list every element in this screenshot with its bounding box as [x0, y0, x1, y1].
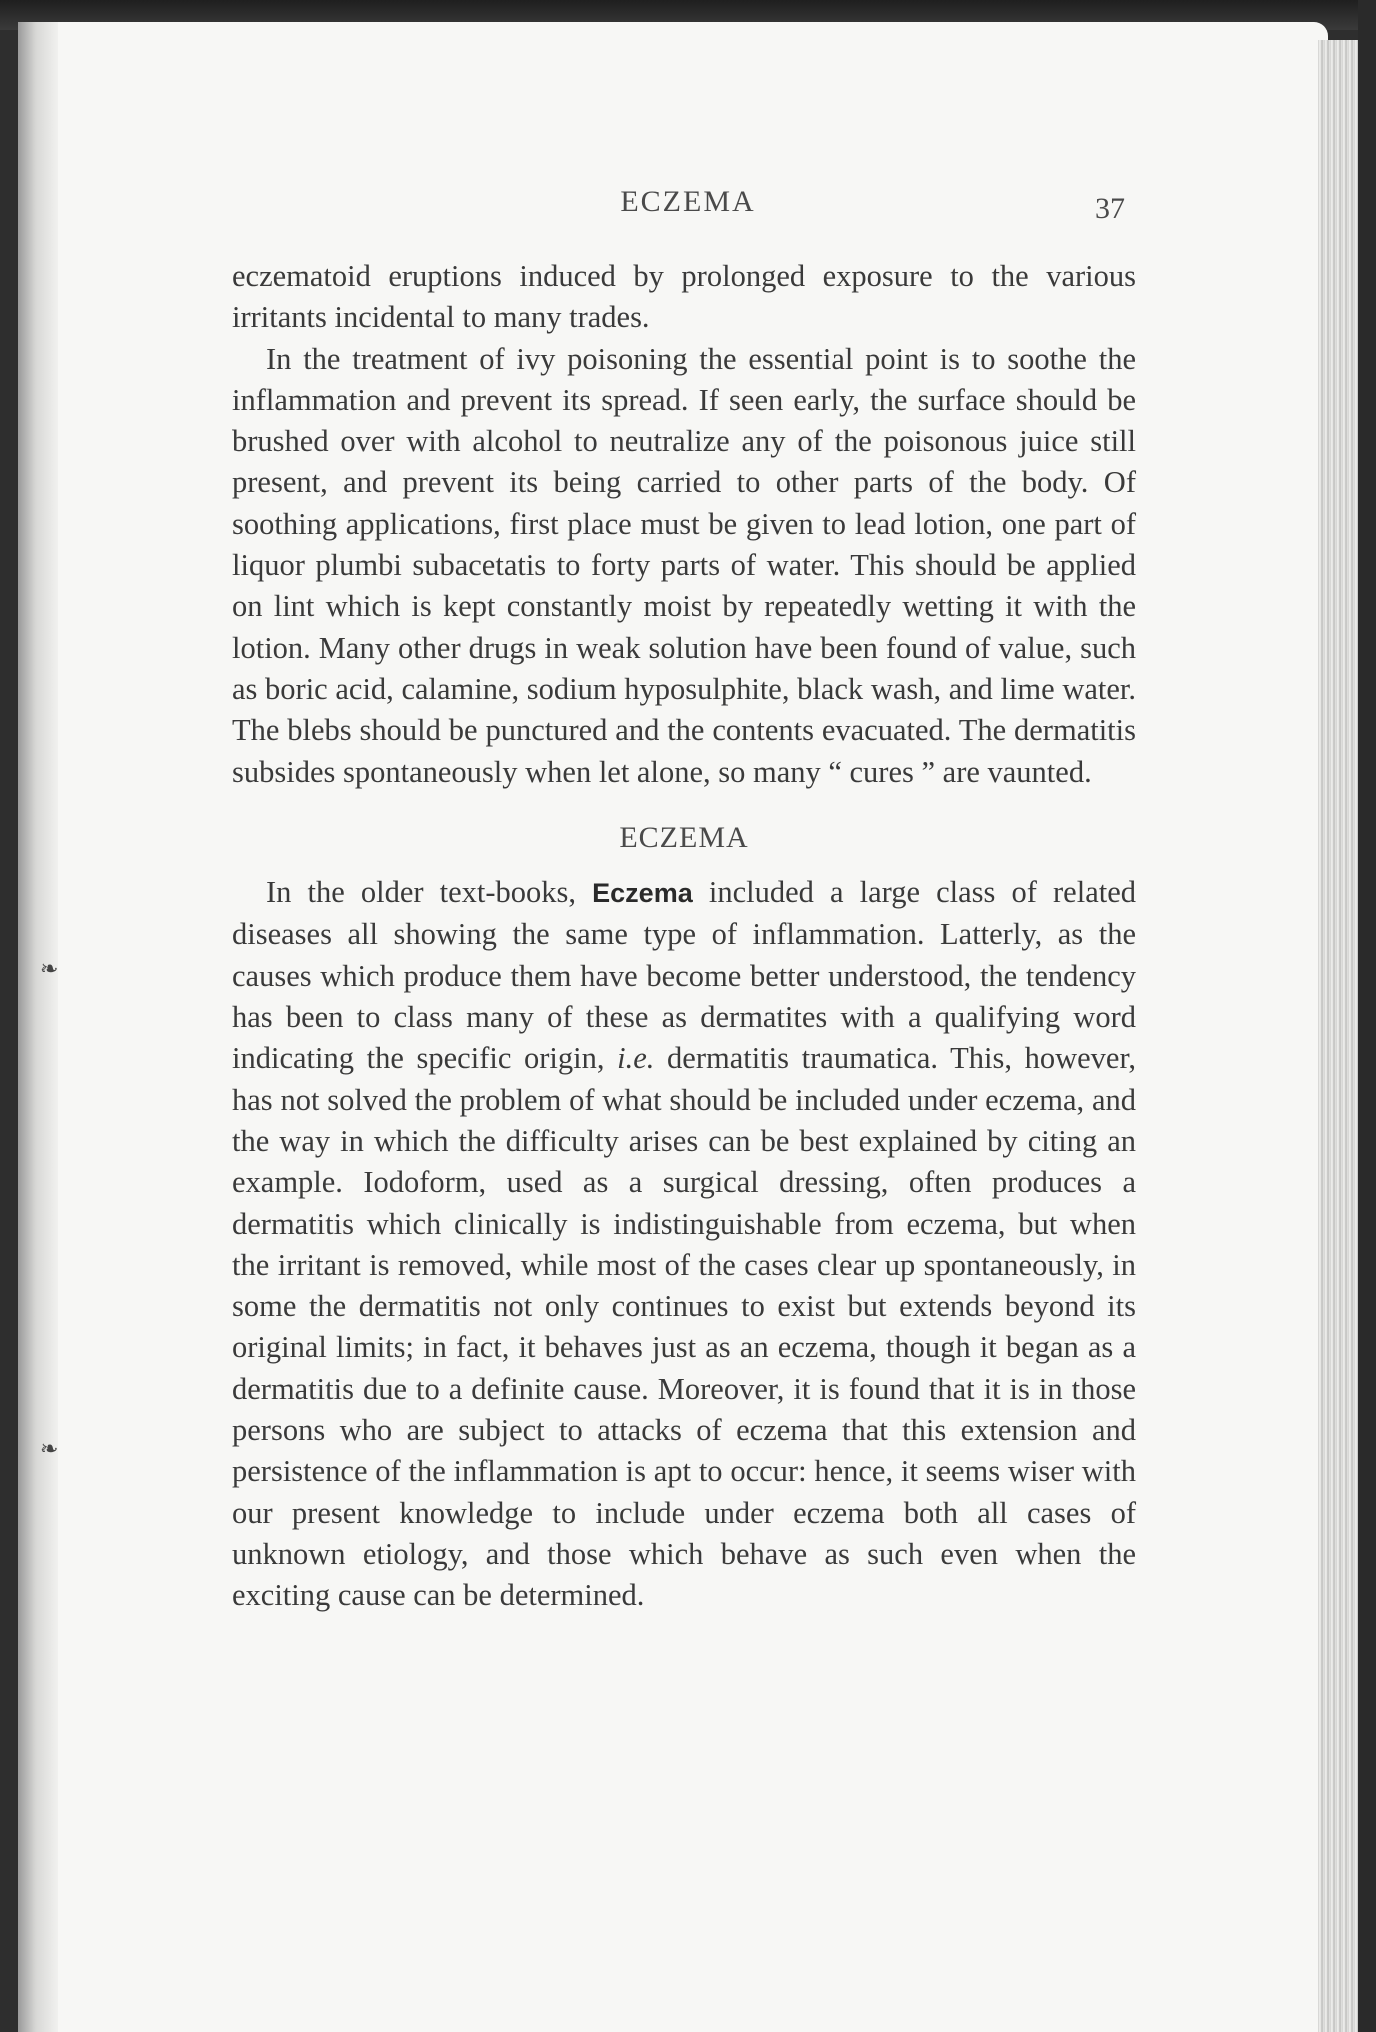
term-eczema: Eczema [592, 878, 693, 909]
paragraph-eczema-definition [232, 872, 1136, 1616]
running-head: ECZEMA [620, 185, 756, 218]
margin-ink-mark: ❧ [40, 1436, 59, 1461]
page-number: 37 [1095, 192, 1125, 225]
abbreviation-ie: i.e. [617, 1041, 655, 1076]
paragraph-ivy-treatment: In the treatment of ivy poisoning the essential point is to soothe the inflammation and prevent its spread. If seen early, the surface should be brushed over with alcohol to neutralize any of the poisonous juice still present, and prevent its being carried to other parts of the body. Of soothing applications, first place must be given to lead lotion, one part of liquor plumbi subacetatis to forty parts of water. This should be applied on lint which is kept constantly moist by repeatedly wetting it with the lotion. Many other drugs in weak solution have been found of value, such as boric acid, calamine, sodium hyposulphite, black wash, and lime water. The blebs should be punctured and the contents evacuated. The dermatitis subsides spontaneously when let alone, so many “ cures ” are vaunted. [232, 341, 1136, 789]
page-stack-edges [1318, 40, 1358, 2032]
paragraph-lead-text: In the older text-books, [266, 875, 593, 910]
scan-background-right [1358, 0, 1376, 2032]
paragraph-middle-text: included a large class of related diseases all showing the same type of inflammation. Latterly, as the causes which produce them have become better understood, the tendency has been to class many of these as dermatites with a qualifying word indicating the specific origin, [232, 875, 1136, 1076]
paragraph-remaining-text: dermatitis traumatica. This, however, has not solved the problem of what should be included under eczema, and the way in which the difficulty arises can be best explained by citing an example. Iodoform, used as a surgical dressing, often produces a dermatitis which clinically is indistinguishable from eczema, but when the irritant is removed, while most of the cases clear up spontaneously, in some the dermatitis not only continues to exist but extends beyond its original limits; in fact, it behaves just as an eczema, though it began as a dermatitis due to a definite cause. Moreover, it is found that it is in those persons who are subject to attacks of eczema that this extension and persistence of the inflammation is apt to occur: hence, it seems wiser with our present knowledge to include under eczema both all cases of unknown etiology, and those which behave as such even when the exciting cause can be determined. [232, 1041, 1136, 1613]
margin-ink-mark: ❧ [40, 956, 59, 981]
section-heading: ECZEMA [619, 820, 749, 854]
page-gutter-shadow [18, 22, 58, 2032]
page-body [232, 256, 1136, 1617]
paragraph-continuation: eczematoid eruptions induced by prolonged exposure to the various irritants incidental to many trades. [232, 259, 1136, 335]
